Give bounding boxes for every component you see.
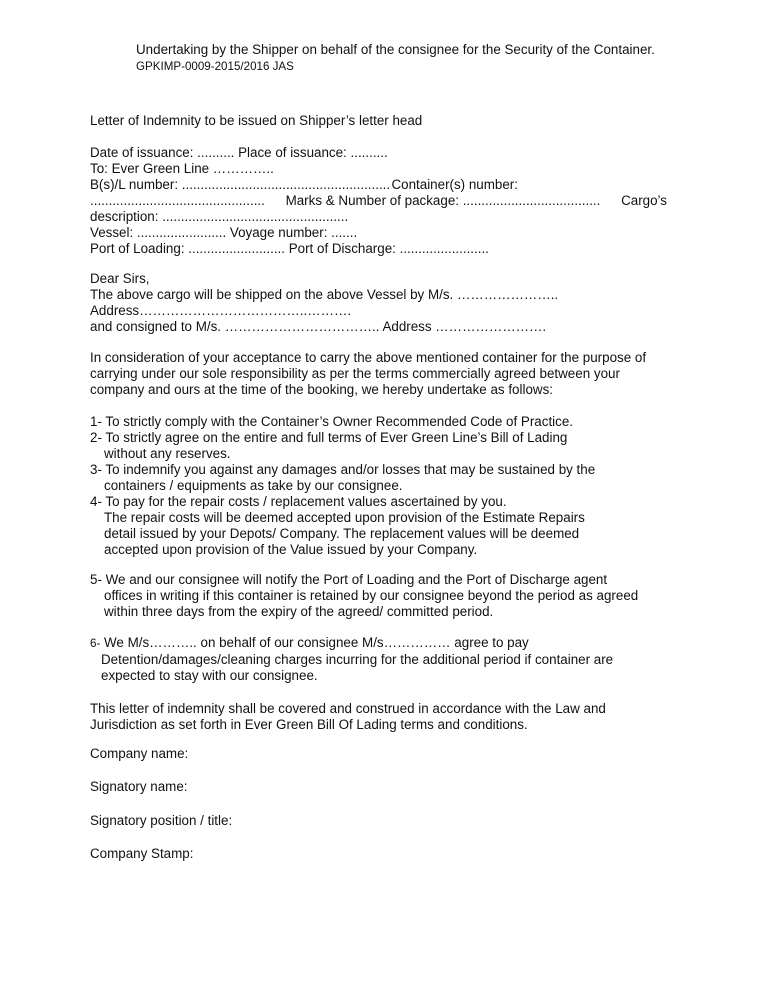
- item-6-number: 6-: [90, 637, 101, 650]
- document-header: [136, 42, 716, 75]
- marks-dots: ...............................................: [90, 193, 265, 208]
- ports-field: Port of Loading: .......................... Port of Discharge: ........................: [90, 241, 489, 256]
- consideration-paragraph: In consideration of your acceptance to carry the above mentioned container for the purpose of carrying under our sole responsibility as per the terms commercially agreed between your company and ours at the time of the booking, we hereby undertake as follows:: [90, 350, 647, 397]
- document-title: Undertaking by the Shipper on behalf of the consignee for the Security of the Container.: [136, 42, 655, 57]
- undertaking-item-4: 4- To pay for the repair costs / replacement values ascertained by you.: [90, 494, 507, 509]
- cargo-description-field: description: ..................................................: [90, 209, 349, 224]
- signatory-name-label: Signatory name:: [90, 779, 188, 794]
- cargo-statement-line: Address………………………………..……….: [90, 303, 352, 318]
- cargo-statement-line: The above cargo will be shipped on the above Vessel by M/s. …………………..: [90, 287, 559, 302]
- date-issuance-field: Date of issuance: .......... Place of issuance: ..........: [90, 145, 388, 160]
- to-field: To: Ever Green Line …………..: [90, 161, 274, 176]
- undertaking-item-2: 2- To strictly agree on the entire and full terms of Ever Green Line’s Bill of Lading: [90, 430, 568, 445]
- undertaking-item-3: 3- To indemnify you against any damages and/or losses that may be sustained by the: [90, 462, 596, 477]
- container-number-field: Container(s) number:: [391, 177, 518, 192]
- undertakings-list: 1- To strictly comply with the Container’s Owner Recommended Code of Practice. 2- To strictly agree on the entire and full terms of Ever Green Line’s Bill of Lading without any reserves. 3- To indemnify you against any damages and/or losses that may be sustained by the containers / equipments as take by our consignee. 4- To pay for the repair costs / replacement values ascertained by you. The repair costs will be deemed accepted upon provision of the Estimate Repairs detail issued by your Depots/ Company. The replacement values will be deemed accepted upon provision of the Value issued by your Company.: [90, 414, 690, 558]
- undertaking-item-6: 6- We M/s……….. on behalf of our consignee M/s…………… agree to pay Detention/damages/cleaning charges incurring for the additional period if container are expected to stay with our consignee.: [90, 635, 614, 683]
- intro-line: Letter of Indemnity to be issued on Shipper’s letter head: [90, 113, 423, 128]
- undertaking-item-5: 5- We and our consignee will notify the Port of Loading and the Port of Discharge agent offices in writing if this container is retained by our consignee beyond the period as agreed within three days from the expiry of the agreed/ committed period.: [90, 572, 639, 619]
- marks-number-field: Marks & Number of package: .....................................: [285, 193, 601, 208]
- bl-number-field: B(s)/L number: ........................................................: [90, 177, 391, 192]
- salutation: Dear Sirs,: [90, 271, 150, 286]
- vessel-field: Vessel: ........................ Voyage number: .......: [90, 225, 358, 240]
- cargo-label: Cargo’s: [621, 193, 667, 208]
- company-stamp-label: Company Stamp:: [90, 846, 194, 861]
- signatory-position-label: Signatory position / title:: [90, 813, 233, 828]
- law-clause: This letter of indemnity shall be covered and construed in accordance with the Law and Jurisdiction as set forth in Ever Green Bill Of Lading terms and conditions.: [90, 701, 606, 732]
- cargo-statement-line: and consigned to M/s. …………………………….. Address …………………….: [90, 319, 547, 334]
- salutation-block: [90, 271, 690, 335]
- document-reference: GPKIMP-0009-2015/2016 JAS: [136, 60, 294, 73]
- undertaking-item-1: 1- To strictly comply with the Container’s Owner Recommended Code of Practice.: [90, 414, 574, 429]
- shipment-fields: [90, 145, 690, 257]
- company-name-label: Company name:: [90, 746, 189, 761]
